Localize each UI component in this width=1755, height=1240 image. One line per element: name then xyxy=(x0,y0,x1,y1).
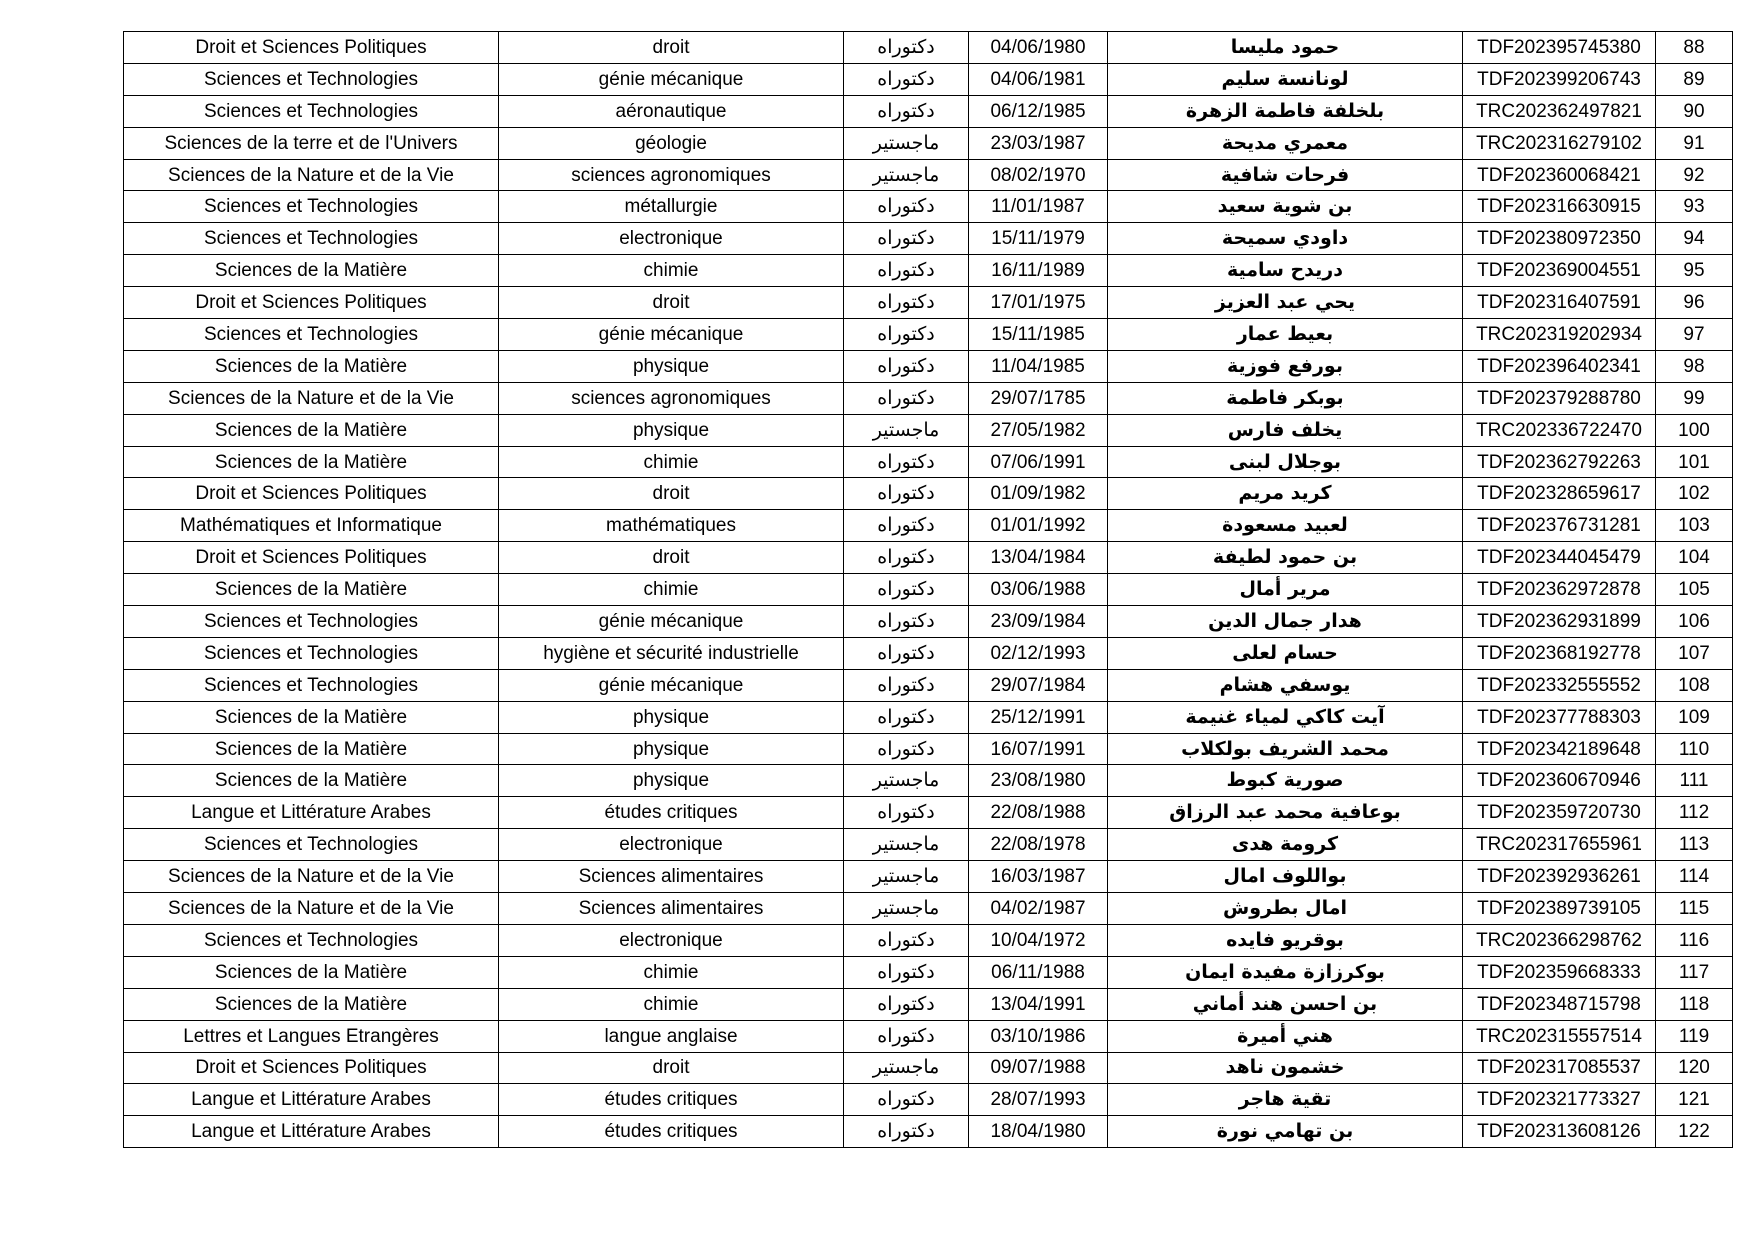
table-row xyxy=(124,637,1733,669)
candidates-table xyxy=(123,31,1733,1148)
cell-row-number: 117 xyxy=(1656,956,1733,988)
cell-birth-date: 04/06/1980 xyxy=(969,32,1108,64)
cell-registration-id: TDF202316407591 xyxy=(1463,287,1656,319)
cell-row-number: 109 xyxy=(1656,701,1733,733)
cell-full-name: مرير أمال xyxy=(1108,574,1463,606)
cell-specialty: langue anglaise xyxy=(499,1020,844,1052)
cell-birth-date: 13/04/1984 xyxy=(969,542,1108,574)
table-row xyxy=(124,1020,1733,1052)
cell-domain: Sciences de la Nature et de la Vie xyxy=(124,382,499,414)
cell-degree: دكتوراه xyxy=(844,988,969,1020)
cell-registration-id: TDF202317085537 xyxy=(1463,1052,1656,1084)
cell-birth-date: 06/11/1988 xyxy=(969,956,1108,988)
cell-degree: دكتوراه xyxy=(844,63,969,95)
cell-row-number: 121 xyxy=(1656,1084,1733,1116)
cell-domain: Sciences de la Matière xyxy=(124,350,499,382)
cell-registration-id: TDF202399206743 xyxy=(1463,63,1656,95)
table-row xyxy=(124,797,1733,829)
cell-specialty: génie mécanique xyxy=(499,319,844,351)
cell-registration-id: TRC202315557514 xyxy=(1463,1020,1656,1052)
cell-row-number: 100 xyxy=(1656,414,1733,446)
cell-domain: Sciences de la Matière xyxy=(124,446,499,478)
cell-birth-date: 23/03/1987 xyxy=(969,127,1108,159)
cell-row-number: 101 xyxy=(1656,446,1733,478)
table-row xyxy=(124,478,1733,510)
cell-full-name: يخلف فارس xyxy=(1108,414,1463,446)
cell-row-number: 97 xyxy=(1656,319,1733,351)
cell-domain: Sciences et Technologies xyxy=(124,606,499,638)
cell-row-number: 92 xyxy=(1656,159,1733,191)
cell-row-number: 112 xyxy=(1656,797,1733,829)
cell-registration-id: TRC202366298762 xyxy=(1463,924,1656,956)
cell-degree: دكتوراه xyxy=(844,1084,969,1116)
cell-full-name: بواللوف امال xyxy=(1108,861,1463,893)
cell-registration-id: TDF202316630915 xyxy=(1463,191,1656,223)
cell-row-number: 102 xyxy=(1656,478,1733,510)
cell-specialty: métallurgie xyxy=(499,191,844,223)
cell-birth-date: 11/04/1985 xyxy=(969,350,1108,382)
cell-degree: دكتوراه xyxy=(844,32,969,64)
cell-registration-id: TDF202392936261 xyxy=(1463,861,1656,893)
cell-registration-id: TDF202376731281 xyxy=(1463,510,1656,542)
cell-registration-id: TDF202362792263 xyxy=(1463,446,1656,478)
cell-specialty: mathématiques xyxy=(499,510,844,542)
cell-degree: ماجستير xyxy=(844,861,969,893)
cell-birth-date: 16/03/1987 xyxy=(969,861,1108,893)
cell-row-number: 99 xyxy=(1656,382,1733,414)
table-row xyxy=(124,733,1733,765)
cell-full-name: بن شوية سعيد xyxy=(1108,191,1463,223)
cell-row-number: 93 xyxy=(1656,191,1733,223)
cell-full-name: لعبيد مسعودة xyxy=(1108,510,1463,542)
cell-full-name: بن حمود لطيفة xyxy=(1108,542,1463,574)
cell-birth-date: 11/01/1987 xyxy=(969,191,1108,223)
cell-specialty: physique xyxy=(499,350,844,382)
cell-full-name: هني أميرة xyxy=(1108,1020,1463,1052)
cell-registration-id: TDF202362972878 xyxy=(1463,574,1656,606)
cell-degree: ماجستير xyxy=(844,829,969,861)
cell-domain: Sciences de la Matière xyxy=(124,988,499,1020)
cell-full-name: حمود مليسا xyxy=(1108,32,1463,64)
cell-row-number: 104 xyxy=(1656,542,1733,574)
cell-birth-date: 06/12/1985 xyxy=(969,95,1108,127)
cell-birth-date: 29/07/1785 xyxy=(969,382,1108,414)
cell-domain: Sciences de la Nature et de la Vie xyxy=(124,893,499,925)
cell-full-name: داودي سميحة xyxy=(1108,223,1463,255)
cell-row-number: 103 xyxy=(1656,510,1733,542)
table-row xyxy=(124,956,1733,988)
table-row xyxy=(124,287,1733,319)
cell-birth-date: 01/01/1992 xyxy=(969,510,1108,542)
cell-row-number: 110 xyxy=(1656,733,1733,765)
cell-birth-date: 17/01/1975 xyxy=(969,287,1108,319)
table-row xyxy=(124,1052,1733,1084)
cell-domain: Sciences et Technologies xyxy=(124,829,499,861)
cell-full-name: كرومة هدى xyxy=(1108,829,1463,861)
cell-domain: Langue et Littérature Arabes xyxy=(124,1084,499,1116)
cell-domain: Sciences de la terre et de l'Univers xyxy=(124,127,499,159)
cell-degree: دكتوراه xyxy=(844,287,969,319)
cell-degree: دكتوراه xyxy=(844,255,969,287)
cell-registration-id: TRC202317655961 xyxy=(1463,829,1656,861)
cell-row-number: 106 xyxy=(1656,606,1733,638)
cell-registration-id: TDF202379288780 xyxy=(1463,382,1656,414)
cell-full-name: بن تهامي نورة xyxy=(1108,1116,1463,1148)
cell-row-number: 96 xyxy=(1656,287,1733,319)
cell-specialty: études critiques xyxy=(499,797,844,829)
cell-domain: Langue et Littérature Arabes xyxy=(124,797,499,829)
table-row xyxy=(124,893,1733,925)
cell-row-number: 116 xyxy=(1656,924,1733,956)
cell-degree: دكتوراه xyxy=(844,1020,969,1052)
cell-birth-date: 02/12/1993 xyxy=(969,637,1108,669)
cell-degree: دكتوراه xyxy=(844,191,969,223)
cell-full-name: بن احسن هند أماني xyxy=(1108,988,1463,1020)
cell-specialty: génie mécanique xyxy=(499,63,844,95)
cell-birth-date: 01/09/1982 xyxy=(969,478,1108,510)
cell-row-number: 111 xyxy=(1656,765,1733,797)
cell-specialty: chimie xyxy=(499,988,844,1020)
cell-domain: Sciences de la Matière xyxy=(124,765,499,797)
table-row xyxy=(124,861,1733,893)
table-body xyxy=(124,32,1733,1148)
cell-full-name: بوعافية محمد عبد الرزاق xyxy=(1108,797,1463,829)
cell-full-name: بلخلفة فاطمة الزهرة xyxy=(1108,95,1463,127)
cell-full-name: لونانسة سليم xyxy=(1108,63,1463,95)
cell-domain: Sciences et Technologies xyxy=(124,95,499,127)
cell-degree: دكتوراه xyxy=(844,478,969,510)
cell-full-name: آيت كاكي لمياء غنيمة xyxy=(1108,701,1463,733)
cell-degree: ماجستير xyxy=(844,765,969,797)
cell-domain: Sciences de la Matière xyxy=(124,956,499,988)
cell-row-number: 107 xyxy=(1656,637,1733,669)
cell-birth-date: 28/07/1993 xyxy=(969,1084,1108,1116)
cell-degree: دكتوراه xyxy=(844,701,969,733)
cell-registration-id: TDF202344045479 xyxy=(1463,542,1656,574)
cell-full-name: دريدح سامية xyxy=(1108,255,1463,287)
cell-specialty: hygiène et sécurité industrielle xyxy=(499,637,844,669)
cell-degree: دكتوراه xyxy=(844,95,969,127)
cell-specialty: droit xyxy=(499,542,844,574)
cell-degree: ماجستير xyxy=(844,159,969,191)
cell-specialty: droit xyxy=(499,32,844,64)
cell-specialty: droit xyxy=(499,1052,844,1084)
cell-domain: Lettres et Langues Etrangères xyxy=(124,1020,499,1052)
cell-specialty: physique xyxy=(499,765,844,797)
cell-specialty: electronique xyxy=(499,223,844,255)
cell-birth-date: 16/11/1989 xyxy=(969,255,1108,287)
cell-registration-id: TDF202380972350 xyxy=(1463,223,1656,255)
cell-specialty: sciences agronomiques xyxy=(499,159,844,191)
cell-row-number: 90 xyxy=(1656,95,1733,127)
cell-row-number: 105 xyxy=(1656,574,1733,606)
cell-domain: Sciences et Technologies xyxy=(124,637,499,669)
cell-row-number: 122 xyxy=(1656,1116,1733,1148)
cell-degree: دكتوراه xyxy=(844,446,969,478)
cell-full-name: فرحات شافية xyxy=(1108,159,1463,191)
cell-full-name: بورفع فوزية xyxy=(1108,350,1463,382)
cell-registration-id: TDF202369004551 xyxy=(1463,255,1656,287)
cell-specialty: droit xyxy=(499,287,844,319)
cell-specialty: electronique xyxy=(499,924,844,956)
cell-registration-id: TDF202348715798 xyxy=(1463,988,1656,1020)
table-row xyxy=(124,446,1733,478)
cell-domain: Sciences et Technologies xyxy=(124,191,499,223)
cell-full-name: بعيط عمار xyxy=(1108,319,1463,351)
cell-full-name: خشمون ناهد xyxy=(1108,1052,1463,1084)
table-row xyxy=(124,414,1733,446)
cell-specialty: chimie xyxy=(499,574,844,606)
cell-birth-date: 09/07/1988 xyxy=(969,1052,1108,1084)
cell-birth-date: 18/04/1980 xyxy=(969,1116,1108,1148)
cell-birth-date: 16/07/1991 xyxy=(969,733,1108,765)
table-row xyxy=(124,669,1733,701)
cell-registration-id: TDF202342189648 xyxy=(1463,733,1656,765)
cell-degree: دكتوراه xyxy=(844,510,969,542)
cell-degree: دكتوراه xyxy=(844,956,969,988)
cell-birth-date: 23/09/1984 xyxy=(969,606,1108,638)
cell-row-number: 120 xyxy=(1656,1052,1733,1084)
cell-domain: Sciences et Technologies xyxy=(124,223,499,255)
cell-degree: دكتوراه xyxy=(844,542,969,574)
cell-domain: Droit et Sciences Politiques xyxy=(124,542,499,574)
document-sheet xyxy=(123,31,1733,1148)
cell-registration-id: TDF202360670946 xyxy=(1463,765,1656,797)
cell-row-number: 89 xyxy=(1656,63,1733,95)
cell-degree: دكتوراه xyxy=(844,924,969,956)
cell-domain: Droit et Sciences Politiques xyxy=(124,287,499,319)
cell-degree: دكتوراه xyxy=(844,606,969,638)
cell-specialty: physique xyxy=(499,414,844,446)
cell-domain: Droit et Sciences Politiques xyxy=(124,32,499,64)
cell-degree: ماجستير xyxy=(844,1052,969,1084)
cell-full-name: بوكرزازة مفيدة ايمان xyxy=(1108,956,1463,988)
table-row xyxy=(124,701,1733,733)
table-row xyxy=(124,127,1733,159)
cell-full-name: يحي عبد العزيز xyxy=(1108,287,1463,319)
cell-specialty: études critiques xyxy=(499,1084,844,1116)
cell-registration-id: TRC202319202934 xyxy=(1463,319,1656,351)
cell-registration-id: TRC202336722470 xyxy=(1463,414,1656,446)
cell-degree: دكتوراه xyxy=(844,797,969,829)
cell-domain: Droit et Sciences Politiques xyxy=(124,1052,499,1084)
cell-full-name: امال بطروش xyxy=(1108,893,1463,925)
cell-specialty: géologie xyxy=(499,127,844,159)
table-row xyxy=(124,223,1733,255)
cell-domain: Droit et Sciences Politiques xyxy=(124,478,499,510)
cell-registration-id: TRC202316279102 xyxy=(1463,127,1656,159)
cell-specialty: droit xyxy=(499,478,844,510)
cell-degree: دكتوراه xyxy=(844,574,969,606)
cell-row-number: 118 xyxy=(1656,988,1733,1020)
cell-specialty: chimie xyxy=(499,956,844,988)
cell-birth-date: 25/12/1991 xyxy=(969,701,1108,733)
cell-degree: دكتوراه xyxy=(844,382,969,414)
cell-domain: Sciences et Technologies xyxy=(124,669,499,701)
cell-full-name: يوسفي هشام xyxy=(1108,669,1463,701)
cell-domain: Sciences de la Nature et de la Vie xyxy=(124,861,499,893)
table-row xyxy=(124,95,1733,127)
cell-domain: Sciences et Technologies xyxy=(124,63,499,95)
cell-specialty: Sciences alimentaires xyxy=(499,893,844,925)
table-row xyxy=(124,924,1733,956)
cell-full-name: حسام لعلى xyxy=(1108,637,1463,669)
cell-specialty: chimie xyxy=(499,446,844,478)
table-row xyxy=(124,1116,1733,1148)
cell-degree: دكتوراه xyxy=(844,319,969,351)
table-row xyxy=(124,350,1733,382)
cell-specialty: electronique xyxy=(499,829,844,861)
cell-domain: Sciences de la Matière xyxy=(124,574,499,606)
cell-domain: Sciences de la Matière xyxy=(124,414,499,446)
cell-registration-id: TDF202360068421 xyxy=(1463,159,1656,191)
cell-row-number: 113 xyxy=(1656,829,1733,861)
cell-registration-id: TDF202395745380 xyxy=(1463,32,1656,64)
cell-full-name: بوقريو فايده xyxy=(1108,924,1463,956)
cell-registration-id: TDF202328659617 xyxy=(1463,478,1656,510)
cell-registration-id: TDF202396402341 xyxy=(1463,350,1656,382)
cell-row-number: 88 xyxy=(1656,32,1733,64)
table-row xyxy=(124,255,1733,287)
cell-registration-id: TDF202359668333 xyxy=(1463,956,1656,988)
cell-degree: ماجستير xyxy=(844,127,969,159)
cell-domain: Sciences de la Nature et de la Vie xyxy=(124,159,499,191)
cell-row-number: 115 xyxy=(1656,893,1733,925)
cell-birth-date: 03/06/1988 xyxy=(969,574,1108,606)
cell-row-number: 114 xyxy=(1656,861,1733,893)
cell-specialty: chimie xyxy=(499,255,844,287)
cell-registration-id: TDF202321773327 xyxy=(1463,1084,1656,1116)
cell-registration-id: TDF202313608126 xyxy=(1463,1116,1656,1148)
cell-registration-id: TDF202389739105 xyxy=(1463,893,1656,925)
cell-domain: Sciences et Technologies xyxy=(124,924,499,956)
cell-specialty: génie mécanique xyxy=(499,606,844,638)
cell-birth-date: 23/08/1980 xyxy=(969,765,1108,797)
cell-row-number: 91 xyxy=(1656,127,1733,159)
cell-domain: Sciences et Technologies xyxy=(124,319,499,351)
cell-degree: دكتوراه xyxy=(844,350,969,382)
table-row xyxy=(124,159,1733,191)
cell-registration-id: TDF202359720730 xyxy=(1463,797,1656,829)
cell-row-number: 108 xyxy=(1656,669,1733,701)
cell-full-name: كريد مريم xyxy=(1108,478,1463,510)
cell-birth-date: 15/11/1979 xyxy=(969,223,1108,255)
cell-birth-date: 04/06/1981 xyxy=(969,63,1108,95)
cell-row-number: 94 xyxy=(1656,223,1733,255)
table-row xyxy=(124,63,1733,95)
cell-registration-id: TDF202362931899 xyxy=(1463,606,1656,638)
cell-row-number: 95 xyxy=(1656,255,1733,287)
cell-birth-date: 29/07/1984 xyxy=(969,669,1108,701)
cell-domain: Mathématiques et Informatique xyxy=(124,510,499,542)
cell-registration-id: TDF202377788303 xyxy=(1463,701,1656,733)
cell-full-name: محمد الشريف بولكلاب xyxy=(1108,733,1463,765)
cell-birth-date: 13/04/1991 xyxy=(969,988,1108,1020)
cell-full-name: تقية هاجر xyxy=(1108,1084,1463,1116)
cell-domain: Sciences de la Matière xyxy=(124,255,499,287)
cell-degree: دكتوراه xyxy=(844,637,969,669)
cell-specialty: sciences agronomiques xyxy=(499,382,844,414)
table-row xyxy=(124,382,1733,414)
cell-birth-date: 15/11/1985 xyxy=(969,319,1108,351)
cell-birth-date: 07/06/1991 xyxy=(969,446,1108,478)
cell-birth-date: 10/04/1972 xyxy=(969,924,1108,956)
cell-specialty: physique xyxy=(499,733,844,765)
cell-registration-id: TDF202368192778 xyxy=(1463,637,1656,669)
cell-birth-date: 22/08/1978 xyxy=(969,829,1108,861)
cell-row-number: 119 xyxy=(1656,1020,1733,1052)
cell-domain: Sciences de la Matière xyxy=(124,701,499,733)
cell-specialty: aéronautique xyxy=(499,95,844,127)
cell-birth-date: 03/10/1986 xyxy=(969,1020,1108,1052)
cell-specialty: génie mécanique xyxy=(499,669,844,701)
table-row xyxy=(124,510,1733,542)
cell-birth-date: 27/05/1982 xyxy=(969,414,1108,446)
cell-full-name: بوجلال لبنى xyxy=(1108,446,1463,478)
table-row xyxy=(124,574,1733,606)
table-row xyxy=(124,606,1733,638)
cell-degree: دكتوراه xyxy=(844,1116,969,1148)
cell-degree: ماجستير xyxy=(844,414,969,446)
cell-full-name: بوبكر فاطمة xyxy=(1108,382,1463,414)
table-row xyxy=(124,32,1733,64)
cell-domain: Langue et Littérature Arabes xyxy=(124,1116,499,1148)
cell-specialty: études critiques xyxy=(499,1116,844,1148)
table-row xyxy=(124,765,1733,797)
cell-degree: دكتوراه xyxy=(844,733,969,765)
cell-birth-date: 08/02/1970 xyxy=(969,159,1108,191)
cell-full-name: هدار جمال الدين xyxy=(1108,606,1463,638)
table-row xyxy=(124,829,1733,861)
cell-full-name: معمري مديحة xyxy=(1108,127,1463,159)
cell-degree: ماجستير xyxy=(844,893,969,925)
cell-specialty: Sciences alimentaires xyxy=(499,861,844,893)
table-row xyxy=(124,1084,1733,1116)
table-row xyxy=(124,542,1733,574)
table-row xyxy=(124,191,1733,223)
cell-birth-date: 04/02/1987 xyxy=(969,893,1108,925)
cell-degree: دكتوراه xyxy=(844,669,969,701)
table-row xyxy=(124,319,1733,351)
cell-full-name: صورية كبوط xyxy=(1108,765,1463,797)
cell-domain: Sciences de la Matière xyxy=(124,733,499,765)
cell-registration-id: TRC202362497821 xyxy=(1463,95,1656,127)
cell-degree: دكتوراه xyxy=(844,223,969,255)
cell-birth-date: 22/08/1988 xyxy=(969,797,1108,829)
cell-row-number: 98 xyxy=(1656,350,1733,382)
cell-specialty: physique xyxy=(499,701,844,733)
cell-registration-id: TDF202332555552 xyxy=(1463,669,1656,701)
table-row xyxy=(124,988,1733,1020)
